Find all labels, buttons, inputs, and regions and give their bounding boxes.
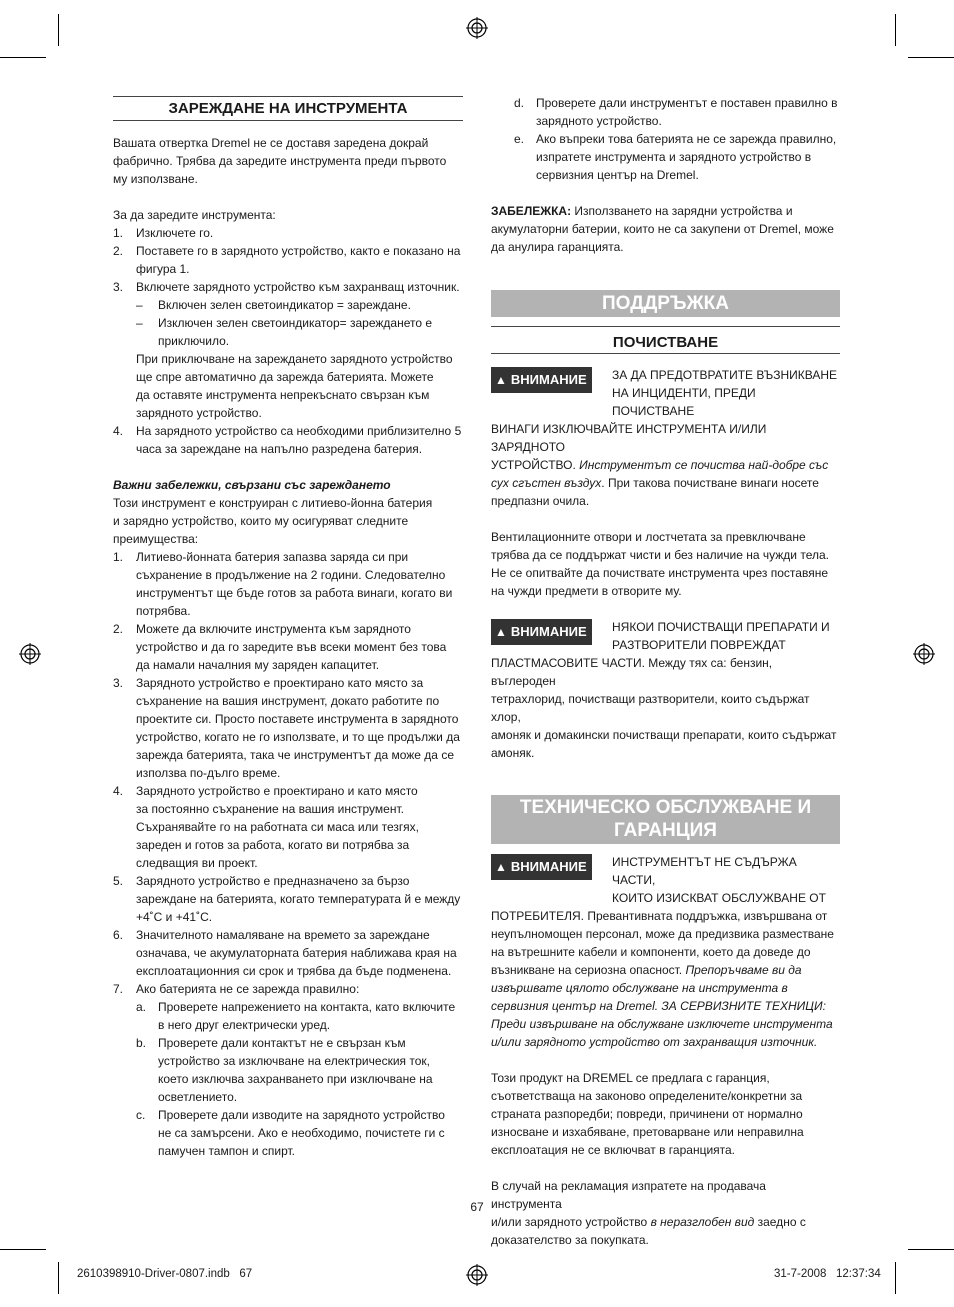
crop-mark <box>58 14 59 46</box>
registration-mark-icon <box>19 643 41 665</box>
notes-intro: Този инструмент е конструиран с литиево-йонна батерия и зарядно устройство, които му осигуряват следните преимущества: <box>113 496 433 546</box>
warning-badge: ▲ ВНИМАНИЕ <box>491 619 592 645</box>
note-label: ЗАБЕЛЕЖКА: <box>491 204 572 218</box>
list-item: 3. Зарядното устройство е проектирано като място за съхранение на вашия инструмент, докато работите по проектите си. Просто поставете инструмента в зарядното устройство, когато не го използвате, и то ще продължи да зарежда батерията, така че инструментът да може да се използва по-дълго време. <box>113 676 460 780</box>
list-item: e. Ако въпреки това батерията не се зарежда правилно, изпратете инструмента и зарядното устройство в сервизния център на Dremel. <box>514 132 837 182</box>
list-item: 7. Ако батерията не се зарежда правилно: <box>113 982 360 996</box>
footer-file-info: 2610398910-Driver-0807.indb 67 <box>77 1268 253 1280</box>
list-item: 4. На зарядното устройство са необходими приблизително 5 часа за зареждане на напълно разредена батерия. <box>113 424 462 456</box>
page-number: 67 <box>470 1200 484 1214</box>
right-column <box>491 94 840 1249</box>
warning-badge: ▲ ВНИМАНИЕ <box>491 367 592 393</box>
warning-badge: ▲ ВНИМАНИЕ <box>491 854 592 880</box>
crop-mark <box>895 14 896 46</box>
list-item: – Изключен зелен светоиндикатор= зареждането е приключило. <box>136 316 433 348</box>
charge-intro: За да заредите инструмента: <box>113 208 276 222</box>
registration-mark-icon <box>466 1264 488 1286</box>
registration-mark-icon <box>913 643 935 665</box>
support-band: ПОДДРЪЖКА <box>491 290 840 317</box>
list-item: 2. Поставете го в зарядното устройство, както е показано на фигура 1. <box>113 244 461 276</box>
crop-mark <box>908 1249 954 1250</box>
notes-title: Важни забележки, свързани със зареждането <box>113 478 391 492</box>
solvent-warning: ▲ ВНИМАНИЕ НЯКОИ ПОЧИСТВАЩИ ПРЕПАРАТИ И РАЗТВОРИТЕЛИ ПОВРЕЖДАТ ПЛАСТМАСОВИТЕ ЧАСТИ. Между тях са: бензин, въглероден тетрахлорид, почистващи разтворители, които съдържат хлор, амоняк и домакински почистващи препарати, които съдържат амоняк. <box>491 620 837 760</box>
crop-mark <box>58 1262 59 1294</box>
list-item: a. Проверете напрежението на контакта, като включите в него друг електрически уред. <box>136 1000 456 1032</box>
crop-mark <box>0 57 46 58</box>
left-column <box>113 96 463 1160</box>
service-warranty-band: ТЕХНИЧЕСКО ОБСЛУЖВАНЕ И ГАРАНЦИЯ <box>491 795 840 844</box>
warning-triangle-icon: ▲ <box>495 373 507 387</box>
intro-paragraph: Вашата отвертка Dremel не се доставя заредена докрай фабрично. Трябва да заредите инструмента преди първото му използване. <box>113 136 447 186</box>
list-item: b. Проверете дали контактът не е свързан към устройство за изключване на електрическия ток, което изключва захранването при изключване на осветлението. <box>136 1036 433 1104</box>
list-item: – Включен зелен светоиндикатор = зареждане. <box>136 298 411 312</box>
registration-mark-icon <box>466 17 488 39</box>
list-item: c. Проверете дали изводите на зарядното устройство не са замърсени. Ако е необходимо, почистете ги с памучен тампон и спирт. <box>136 1108 445 1158</box>
warning-triangle-icon: ▲ <box>495 625 507 639</box>
cleaning-warning: ▲ ВНИМАНИЕ ЗА ДА ПРЕДОТВРАТИТЕ ВЪЗНИКВАНЕ НА ИНЦИДЕНТИ, ПРЕДИ ПОЧИСТВАНЕ ВИНАГИ ИЗКЛЮЧВАЙТЕ ИНСТРУМЕНТА И/ИЛИ ЗАРЯДНОТО УСТРОЙСТВО. Инструментът се почиства най-добре със сух сгъстен въздух. При такова почистване винаги носете предпазни очила. <box>491 368 838 508</box>
claim-paragraph: В случай на рекламация изпратете на продавача инструмента и/или зарядното устройство в неразглобен вид заедно с доказателство за покупката. <box>491 1179 806 1247</box>
list-item: 3. Включете зарядното устройство към захранващ източник. <box>113 280 460 294</box>
warranty-paragraph: Този продукт на DREMEL се предлага с гаранция, съответстваща на законово определените/конкретни за страната разпоредби; повреди, причинени от нормално износване и изхабяване, претоварване или неправилна експлоатация не се включват в гаранцията. <box>491 1071 804 1157</box>
service-warning: ▲ ВНИМАНИЕ ИНСТРУМЕНТЪТ НЕ СЪДЪРЖА ЧАСТИ, КОИТО ИЗИСКВАТ ОБСЛУЖВАНЕ ОТ ПОТРЕБИТЕЛЯ. Превантивната поддръжка, извършвана от неупълномощен персонал, може да предизвика разместване на вътрешните кабели и компоненти, което да доведе до възникване на сериозна опасност. Препоръчваме ви да извършвате цялото обслужване на инструмента в сервизния център на Dremel. ЗА СЕРВИЗНИТЕ ТЕХНИЦИ: Преди извършване на обслужване изключете инструмента и/или зарядното устройство от захранващия източник. <box>491 855 834 1049</box>
list-item: 6. Значителното намаляване на времето за зареждане означава, че акумулаторната батерия наближава края на експлоатационния си срок и трябва да бъде подменена. <box>113 928 457 978</box>
step3-after: При приключване на зареждането зарядното устройство ще спре автоматично да зарежда батерията. Можете да оставяте инструмента непрекъснато свързан към зарядното устройство. <box>136 352 453 420</box>
list-item: 1. Изключете го. <box>113 226 214 240</box>
list-item: 2. Можете да включите инструмента към зарядното устройство и да го заредите във всеки момент без това да намали началния му заряден капацитет. <box>113 622 447 672</box>
crop-mark <box>908 57 954 58</box>
list-item: d. Проверете дали инструментът е поставен правилно в зарядното устройство. <box>514 96 838 128</box>
list-item: 4. Зарядното устройство е проектирано и като място за постоянно съхранение на вашия инструмент. Съхранявайте го на работната си маса или тезгях, зареден и готов за работа, когато ви потрябва за следващия ви проект. <box>113 784 419 870</box>
note-paragraph: ЗАБЕЛЕЖКА: Използването на зарядни устройства и акумулаторни батерии, които не са закупени от Dremel, може да анулира гаранцията. <box>491 204 834 254</box>
warning-triangle-icon: ▲ <box>495 860 507 874</box>
crop-mark <box>0 1249 46 1250</box>
list-item: 1. Литиево-йонната батерия запазва заряда си при съхранение в продължение на 2 години. Следователно инструментът ще бъде готов за работа винаги, когато ви потрябва. <box>113 550 453 618</box>
cleaning-heading: ПОЧИСТВАНЕ <box>491 326 840 354</box>
list-item: 5. Зарядното устройство е предназначено за бързо зареждане на батерията, когато температурата й е между +4˚C и +41˚C. <box>113 874 461 924</box>
section-heading-charging: ЗАРЕЖДАНЕ НА ИНСТРУМЕНТА <box>113 96 463 121</box>
footer-timestamp: 31-7-2008 12:37:34 <box>774 1268 881 1280</box>
crop-mark <box>895 1262 896 1294</box>
vent-paragraph: Вентилационните отвори и лостчетата за превключване трябва да се поддържат чисти и без наличие на чужди тела. Не се опитвайте да почиствате инструмента чрез поставяне на чужди предмети в отворите му. <box>491 530 829 598</box>
